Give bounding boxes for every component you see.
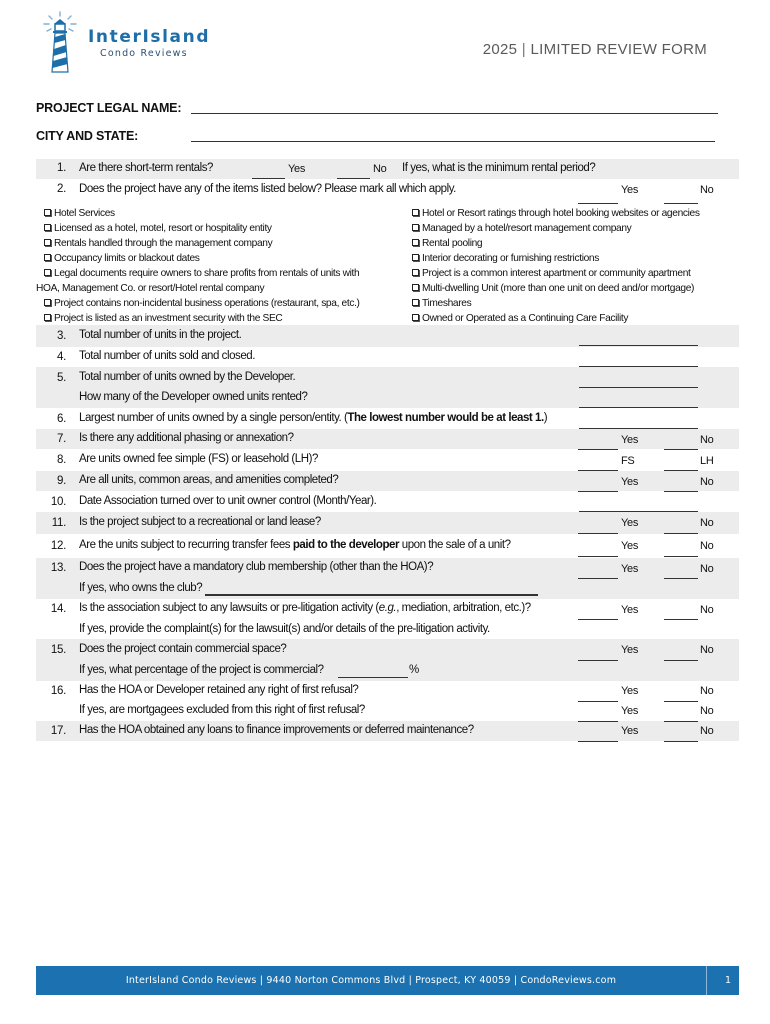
checklist-label: Licensed as a hotel, motel, resort or hospitality entity — [54, 223, 272, 234]
q12-text-part: Are the units subject to recurring transfer fees — [79, 539, 293, 551]
checklist-label: Hotel or Resort ratings through hotel booking websites or agencies — [422, 208, 700, 219]
q14-text-end: , mediation, arbitration, etc.)? — [396, 602, 531, 614]
checkbox[interactable] — [44, 224, 51, 231]
q12-no-blank[interactable] — [664, 556, 698, 557]
q7-no-label: No — [700, 434, 714, 446]
q1-no-blank[interactable] — [337, 178, 370, 179]
checklist-left — [36, 206, 360, 326]
q15-yes-label: Yes — [621, 644, 639, 656]
q8-lh-blank[interactable] — [664, 470, 698, 471]
checkbox[interactable] — [412, 209, 419, 216]
q13-yes-label: Yes — [621, 563, 639, 575]
checklist-item[interactable] — [44, 296, 360, 311]
q8-lh-label: LH — [700, 455, 714, 467]
q6-text-end: ) — [543, 412, 548, 424]
checklist-item[interactable] — [412, 206, 700, 221]
checklist-label: Legal documents require owners to share profits from rentals of units with — [54, 268, 360, 279]
question-number: 14. — [50, 603, 66, 615]
q17-yes-label: Yes — [621, 725, 639, 737]
checklist-item-continued — [36, 281, 360, 296]
checklist-label: Occupancy limits or blackout dates — [54, 253, 200, 264]
question-5-subtext: How many of the Developer owned units rented? — [79, 391, 308, 403]
question-number: 2. — [57, 183, 66, 195]
checklist-label: Timeshares — [422, 298, 472, 309]
q16b-no-label: No — [700, 705, 714, 717]
checklist-label: Rentals handled through the management company — [54, 238, 273, 249]
checklist-item[interactable] — [44, 221, 360, 236]
checklist-item[interactable] — [44, 251, 360, 266]
question-10-text: Date Association turned over to unit owner control (Month/Year). — [79, 495, 377, 507]
q7-yes-blank[interactable] — [578, 449, 618, 450]
checklist-item[interactable] — [412, 281, 700, 296]
question-number: 11. — [51, 517, 66, 529]
question-6-text — [79, 412, 547, 424]
q12-text-end: upon the sale of a unit? — [399, 539, 511, 551]
q8-fs-label: FS — [621, 455, 635, 467]
question-8-text: Are units owned fee simple (FS) or leasehold (LH)? — [79, 453, 318, 465]
q17-no-label: No — [700, 725, 714, 737]
question-15-subtext: If yes, what percentage of the project is commercial? — [79, 664, 324, 676]
legal-name-field[interactable] — [191, 113, 718, 114]
q1-yes-label: Yes — [288, 163, 306, 175]
form-year: 2025 — [482, 41, 518, 58]
checkbox[interactable] — [412, 239, 419, 246]
q16-yes-blank[interactable] — [578, 701, 618, 702]
q11-no-label: No — [700, 517, 714, 529]
question-number: 12. — [50, 540, 66, 552]
q3-answer-field[interactable] — [579, 345, 698, 346]
q1-no-label: No — [373, 163, 387, 175]
page-number: 1 — [724, 975, 731, 986]
question-5-text: Total number of units owned by the Developer. — [79, 371, 296, 383]
q14-no-blank[interactable] — [664, 619, 698, 620]
checkbox[interactable] — [44, 209, 51, 216]
checklist-item[interactable] — [412, 251, 700, 266]
checklist-item[interactable] — [412, 266, 700, 281]
footer-contact: InterIsland Condo Reviews | 9440 Norton Commons Blvd | Prospect, KY 40059 | CondoReviews.com — [125, 975, 617, 986]
checklist-right — [412, 206, 700, 326]
question-number: 6. — [57, 413, 66, 425]
checkbox[interactable] — [412, 269, 419, 276]
question-14-text — [79, 602, 531, 614]
checklist-label: Project contains non-incidental business operations (restaurant, spa, etc.) — [54, 298, 360, 309]
q13-yes-blank[interactable] — [578, 578, 618, 579]
q13-no-blank[interactable] — [664, 578, 698, 579]
legal-name-label: PROJECT LEGAL NAME: — [36, 101, 182, 115]
page-footer — [36, 966, 739, 995]
checkbox[interactable] — [44, 299, 51, 306]
checkbox[interactable] — [412, 299, 419, 306]
q14-yes-blank[interactable] — [578, 619, 618, 620]
form-title — [483, 41, 707, 58]
q14-italic: e.g. — [378, 602, 397, 614]
q9-no-blank[interactable] — [664, 491, 698, 492]
checklist-item[interactable] — [412, 311, 700, 326]
q2-no-blank[interactable] — [664, 203, 698, 204]
q15-percent-sign: % — [409, 664, 419, 676]
checklist-item[interactable] — [412, 296, 700, 311]
checklist-item[interactable] — [412, 221, 700, 236]
q2-no-label: No — [700, 184, 714, 196]
question-3-text: Total number of units in the project. — [79, 329, 242, 341]
q7-yes-label: Yes — [621, 434, 639, 446]
q10-answer-field[interactable] — [579, 511, 698, 512]
question-14-subtext: If yes, provide the complaint(s) for the lawsuit(s) and/or details of the pre-litigation activity. — [79, 623, 490, 635]
q16-no-blank[interactable] — [664, 701, 698, 702]
checklist-label: Managed by a hotel/resort management company — [422, 223, 632, 234]
question-number: 9. — [57, 475, 66, 487]
question-number: 1. — [57, 162, 66, 174]
question-number: 13. — [50, 562, 66, 574]
q16b-yes-blank[interactable] — [578, 721, 618, 722]
question-16-subtext: If yes, are mortgagees excluded from this right of first refusal? — [79, 704, 365, 716]
q16b-yes-label: Yes — [621, 705, 639, 717]
q9-yes-blank[interactable] — [578, 491, 618, 492]
question-number: 8. — [57, 454, 66, 466]
q15-no-label: No — [700, 644, 714, 656]
question-9-text: Are all units, common areas, and amenities completed? — [79, 474, 339, 486]
question-number: 4. — [57, 351, 66, 363]
q15-percentage-field[interactable] — [338, 677, 408, 678]
form-name: LIMITED REVIEW FORM — [530, 41, 707, 58]
q9-yes-label: Yes — [621, 476, 639, 488]
checklist-label: Owned or Operated as a Continuing Care Facility — [422, 313, 629, 324]
q7-no-blank[interactable] — [664, 449, 698, 450]
question-15-text: Does the project contain commercial space? — [79, 643, 287, 655]
q13-club-owner-field[interactable] — [205, 594, 538, 596]
q12-bold-note: paid to the developer — [292, 539, 400, 551]
checklist-item[interactable] — [44, 206, 360, 221]
q1-followup: If yes, what is the minimum rental period? — [402, 162, 596, 174]
question-1-text: Are there short-term rentals? — [79, 162, 213, 174]
q11-no-blank[interactable] — [664, 533, 698, 534]
checklist-label: Interior decorating or furnishing restrictions — [422, 253, 599, 264]
q16-yes-label: Yes — [621, 685, 639, 697]
q1-yes-blank[interactable] — [252, 178, 285, 179]
question-number: 17. — [50, 725, 66, 737]
checklist-label: HOA, Management Co. or resort/Hotel rental company — [36, 283, 265, 294]
checkbox[interactable] — [44, 314, 51, 321]
question-number: 16. — [50, 685, 66, 697]
checkbox[interactable] — [412, 314, 419, 321]
question-13-subtext: If yes, who owns the club? — [79, 582, 203, 594]
q11-yes-blank[interactable] — [578, 533, 618, 534]
checkbox[interactable] — [44, 254, 51, 261]
city-state-label: CITY AND STATE: — [36, 129, 139, 143]
question-7-text: Is there any additional phasing or annexation? — [79, 432, 294, 444]
q4-answer-field[interactable] — [579, 366, 698, 367]
q15-yes-blank[interactable] — [578, 660, 618, 661]
question-4-text: Total number of units sold and closed. — [79, 350, 255, 362]
checklist-label: Rental pooling — [422, 238, 483, 249]
question-12-text — [79, 539, 511, 551]
q6-bold-note: The lowest number would be at least 1. — [347, 412, 544, 424]
q14-no-label: No — [700, 604, 714, 616]
question-number: 15. — [50, 644, 66, 656]
footer-divider — [706, 966, 707, 995]
lighthouse-icon — [40, 10, 80, 74]
q16-no-label: No — [700, 685, 714, 697]
checkbox[interactable] — [412, 284, 419, 291]
q14-text-part: Is the association subject to any lawsuits or pre-litigation activity ( — [79, 602, 379, 614]
checklist-item[interactable] — [44, 236, 360, 251]
question-number: 10. — [50, 496, 66, 508]
question-number: 7. — [57, 433, 66, 445]
q11-yes-label: Yes — [621, 517, 639, 529]
question-16-text: Has the HOA or Developer retained any right of first refusal? — [79, 684, 359, 696]
q13-no-label: No — [700, 563, 714, 575]
question-number: 5. — [57, 372, 66, 384]
company-logo — [40, 10, 240, 74]
checkbox[interactable] — [44, 239, 51, 246]
checklist-item[interactable] — [44, 311, 360, 326]
q5-rented-field[interactable] — [579, 407, 698, 408]
checklist-label: Hotel Services — [54, 208, 115, 219]
brand-name: InterIsland — [88, 27, 211, 47]
question-number: 3. — [57, 330, 66, 342]
checkbox[interactable] — [412, 254, 419, 261]
q15-no-blank[interactable] — [664, 660, 698, 661]
checklist-label: Multi-dwelling Unit (more than one unit on deed and/or mortgage) — [422, 283, 695, 294]
q6-text-part: Largest number of units owned by a single person/entity. ( — [79, 412, 348, 424]
q12-yes-blank[interactable] — [578, 556, 618, 557]
q16b-no-blank[interactable] — [664, 721, 698, 722]
question-11-text: Is the project subject to a recreational or land lease? — [79, 516, 321, 528]
question-2-text: Does the project have any of the items listed below? Please mark all which apply. — [79, 183, 456, 195]
checklist-item[interactable] — [412, 236, 700, 251]
checklist-label: Project is listed as an investment security with the SEC — [54, 313, 283, 324]
q9-no-label: No — [700, 476, 714, 488]
checklist-label: Project is a common interest apartment or community apartment — [422, 268, 691, 279]
q6-answer-field[interactable] — [579, 428, 698, 429]
q14-yes-label: Yes — [621, 604, 639, 616]
q2-yes-blank[interactable] — [578, 203, 618, 204]
q5-answer-field[interactable] — [579, 387, 698, 388]
q12-no-label: No — [700, 540, 714, 552]
checklist-item[interactable] — [44, 266, 360, 281]
q2-yes-label: Yes — [621, 184, 639, 196]
city-state-field[interactable] — [191, 141, 715, 142]
brand-subtitle: Condo Reviews — [100, 48, 188, 59]
title-separator: | — [521, 41, 526, 58]
q12-yes-label: Yes — [621, 540, 639, 552]
q17-yes-blank[interactable] — [578, 741, 618, 742]
question-17-text: Has the HOA obtained any loans to finance improvements or deferred maintenance? — [79, 724, 474, 736]
checkbox[interactable] — [44, 269, 51, 276]
checkbox[interactable] — [412, 224, 419, 231]
question-13-text: Does the project have a mandatory club membership (other than the HOA)? — [79, 561, 434, 573]
q17-no-blank[interactable] — [664, 741, 698, 742]
q8-fs-blank[interactable] — [578, 470, 618, 471]
